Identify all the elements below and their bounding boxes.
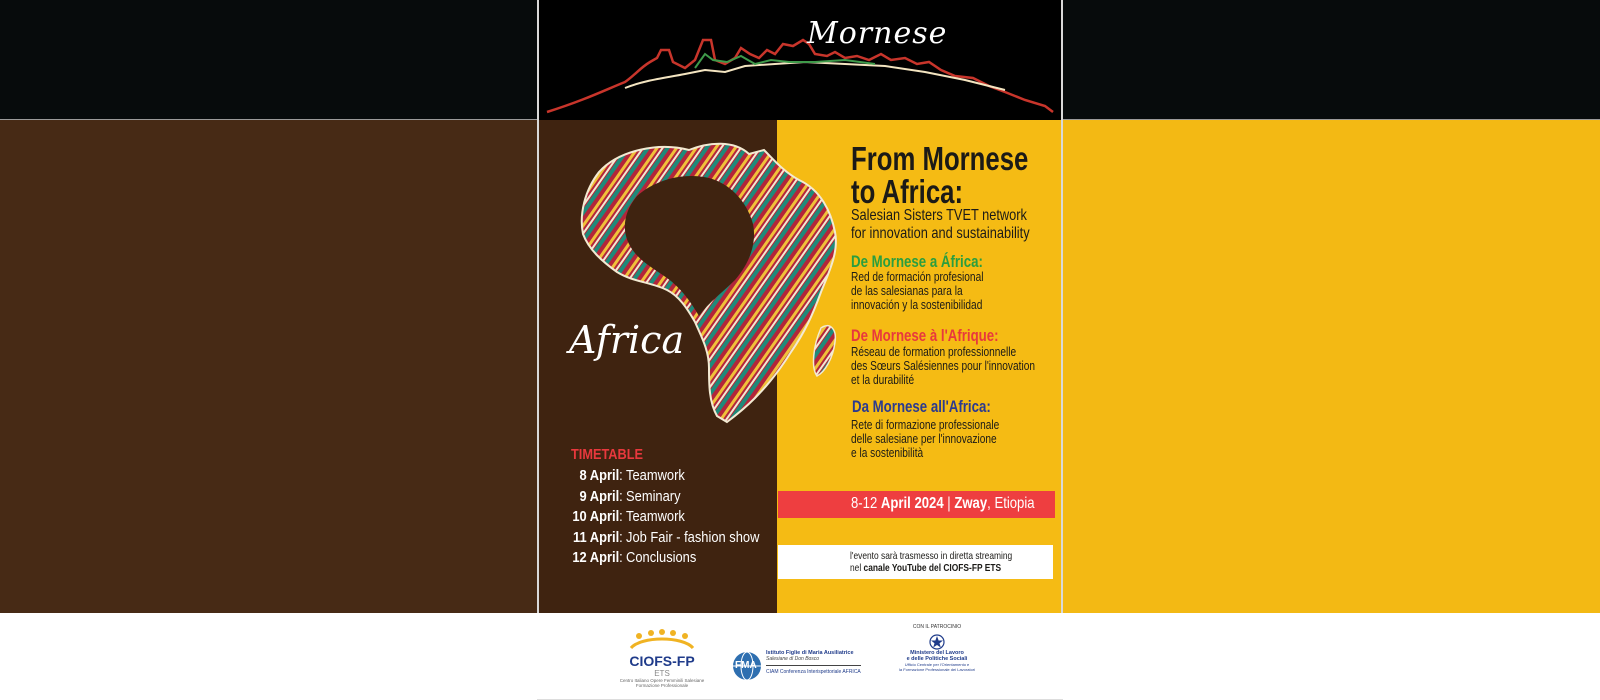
mornese-logo-text: Mornese (807, 16, 948, 51)
timetable-row (571, 529, 759, 550)
french-heading: De Mornese à l'Afrique: (851, 326, 999, 345)
right-yellow-band (1063, 120, 1600, 613)
timetable-row (571, 508, 759, 529)
ciofs-desc: Centro Italiano Opere Femminili Salesiane (619, 678, 705, 683)
timetable-activity: Seminary (626, 487, 681, 505)
poster-frame-right (1061, 0, 1063, 613)
ministry-line: la Formazione Professionale dei Lavoratori (898, 667, 976, 672)
streaming-notice (778, 545, 1053, 579)
timetable-day: 9 April (579, 487, 620, 505)
spanish-line: innovación y la sostenibilidad (851, 297, 983, 312)
timetable-row (571, 549, 759, 570)
timetable-row (571, 488, 759, 509)
ministry-logo (887, 624, 987, 684)
italian-line: e la sostenibilità (851, 445, 924, 460)
italian-line: delle salesiane per l'innovazione (851, 431, 997, 446)
timetable-colon: : (619, 528, 623, 546)
africa-script-word: Africa (569, 318, 685, 362)
italian-heading: Da Mornese all'Africa: (852, 397, 991, 416)
date-month: April 2024 (880, 495, 944, 512)
timetable-activity: Conclusions (626, 549, 697, 567)
stream-line: l'evento sarà trasmesso in diretta streaming (850, 550, 1013, 562)
timetable-activity: Job Fair - fashion show (626, 528, 760, 546)
mornese-skyline-illustration (545, 20, 1055, 120)
spanish-line: Red de formación profesional (851, 269, 984, 284)
event-date-banner (778, 491, 1055, 518)
fma-mark: FMA (735, 660, 757, 671)
timetable-title: TIMETABLE (571, 446, 644, 463)
ciofs-fp-logo (617, 628, 707, 696)
ciofs-desc: Formazione Professionale (635, 683, 689, 688)
date-comma: , (987, 495, 991, 512)
timetable-day: 10 April (572, 508, 620, 526)
poster-subtitle-en (851, 207, 1030, 243)
fma-line: Salesiane di Don Bosco (766, 656, 820, 662)
subtitle-line: Salesian Sisters TVET network (851, 207, 1027, 224)
italian-text (851, 418, 999, 460)
fma-line: CIAM Conferenza Interispettoriale AFRICA (766, 669, 861, 675)
timetable-day: 11 April (573, 528, 620, 546)
timetable-colon: : (619, 549, 623, 567)
spanish-text (851, 270, 983, 312)
fma-logo (731, 648, 861, 684)
italian-line: Rete di formazione professionale (851, 417, 1000, 432)
spanish-heading: De Mornese a África: (851, 252, 983, 271)
french-line: et la durabilité (851, 372, 915, 387)
date-country: Etiopia (990, 495, 1035, 512)
fma-text (766, 650, 861, 675)
stream-prefix: nel (850, 562, 864, 574)
timetable-day: 8 April (579, 467, 620, 484)
timetable-colon: : (619, 487, 623, 505)
patronage-label: CON IL PATROCINIO (912, 624, 962, 630)
poster-frame-left (537, 0, 539, 613)
date-separator: | (943, 495, 955, 512)
ministry-line: e delle Politiche Sociali (906, 656, 968, 662)
poster-title-line: From Mornese (851, 140, 1029, 177)
timetable-colon: : (619, 467, 623, 484)
youtube-channel-text: canale YouTube del CIOFS-FP ETS (863, 562, 1002, 574)
italian-emblem-icon (929, 634, 945, 650)
ministry-line: Ministero del Lavoro (910, 650, 964, 656)
ministry-line: Ufficio Centrale per l'Orientamento e (904, 662, 970, 667)
ciofs-ets: ETS (654, 669, 670, 678)
poster-title (851, 142, 1028, 208)
fma-divider (766, 665, 861, 666)
french-text (851, 345, 1035, 387)
africa-map-illustration (559, 132, 849, 432)
timetable-colon: : (619, 508, 623, 526)
timetable-activity: Teamwork (626, 508, 685, 526)
timetable-day: 12 April (572, 549, 620, 567)
timetable-activity: Teamwork (626, 467, 685, 484)
timetable (571, 446, 790, 570)
left-brown-band (0, 120, 537, 613)
french-line: des Sœurs Salésiennes pour l'innovation (851, 358, 1036, 373)
date-city: Zway (954, 495, 988, 512)
subtitle-line: for innovation and sustainability (851, 225, 1030, 242)
ciofs-name: CIOFS-FP (629, 653, 695, 669)
ciofs-people-icon (617, 628, 707, 652)
spanish-line: de las salesianas para la (851, 283, 963, 298)
fma-line: Istituto Figlie di Maria Ausiliatrice (766, 650, 854, 656)
timetable-row (571, 467, 759, 488)
poster-title-line: to Africa: (851, 173, 964, 210)
date-range: 8-12 (851, 495, 878, 512)
french-line: Réseau de formation professionnelle (851, 344, 1017, 359)
